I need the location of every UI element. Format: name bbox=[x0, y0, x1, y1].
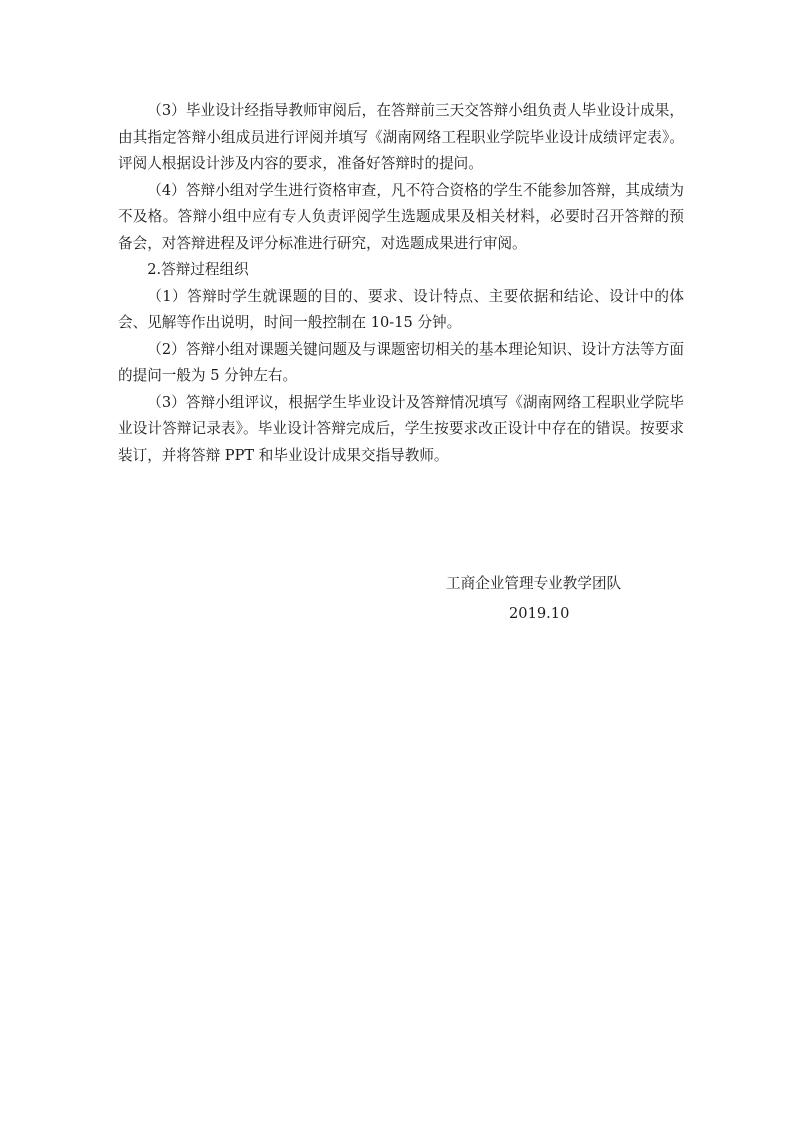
section-heading-defense-process: 2.答辩过程组织 bbox=[147, 261, 249, 278]
paragraph-qualification-check: （4）答辩小组对学生进行资格审查，凡不符合资格的学生不能参加答辩，其成绩为不及格。答辩小组中应有专人负责评阅学生选题成果及相关材料，必要时召开答辩的预备会，对答辩进程及评分标准进行研究，对选题成果进行审阅。 bbox=[118, 181, 684, 252]
paragraph-panel-evaluation: （3）答辩小组评议，根据学生毕业设计及答辩情况填写《湖南网络工程职业学院毕业设计答辩记录表》。毕业设计答辩完成后，学生按要求改正设计中存在的错误。按要求装订，并将答辩 PPT 和毕业设计成果交指导教师。 bbox=[118, 393, 684, 464]
paragraph-panel-questions: （2）答辩小组对课题关键问题及与课题密切相关的基本理论知识、设计方法等方面的提问一般为 5 分钟左右。 bbox=[118, 340, 684, 384]
paragraph-student-presentation: （1）答辩时学生就课题的目的、要求、设计特点、主要依据和结论、设计中的体会、见解等作出说明，时间一般控制在 10-15 分钟。 bbox=[118, 287, 684, 331]
signature-date: 2019.10 bbox=[509, 605, 570, 622]
signature-organization: 工商企业管理专业教学团队 bbox=[446, 575, 622, 592]
document-body bbox=[118, 98, 684, 469]
paragraph-review-submission: （3）毕业设计经指导教师审阅后，在答辩前三天交答辩小组负责人毕业设计成果，由其指定答辩小组成员进行评阅并填写《湖南网络工程职业学院毕业设计成绩评定表》。评阅人根据设计涉及内容的要求，准备好答辩时的提问。 bbox=[118, 102, 684, 172]
